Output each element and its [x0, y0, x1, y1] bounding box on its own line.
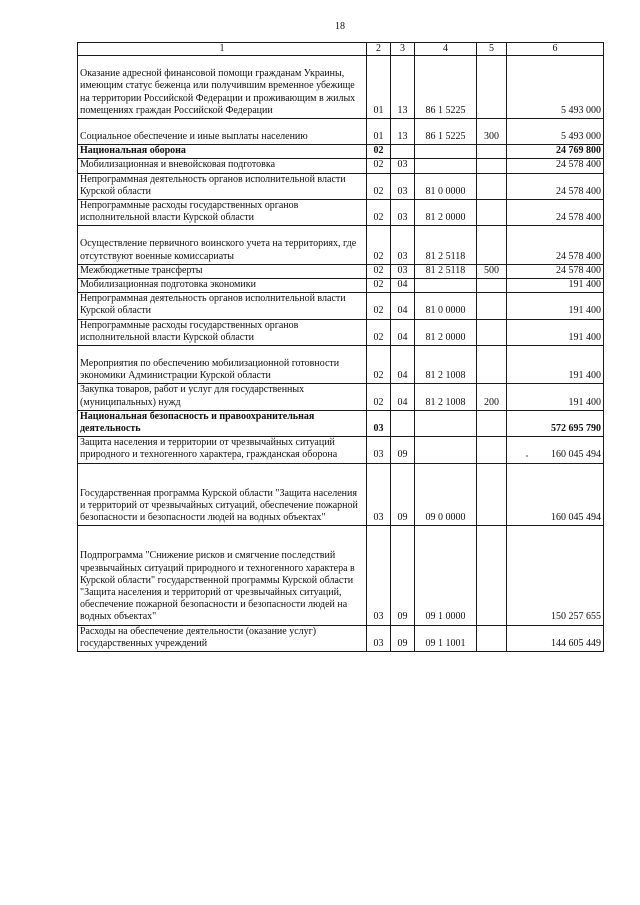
amount-cell: 144 605 449 — [507, 625, 604, 651]
expense-name-cell: Мероприятия по обеспечению мобилизационной готовности экономики Администрации Курской области — [78, 346, 367, 384]
table-row — [78, 410, 604, 436]
subsection-code-cell: 04 — [391, 346, 415, 384]
expense-type-cell — [477, 410, 507, 436]
amount-cell: 24 769 800 — [507, 145, 604, 159]
column-header: 2 — [367, 43, 391, 56]
target-article-cell: 81 2 0000 — [415, 319, 477, 345]
expense-name-cell: Расходы на обеспечение деятельности (оказание услуг) государственных учреждений — [78, 625, 367, 651]
subsection-code-cell — [391, 410, 415, 436]
section-code-cell: 03 — [367, 463, 391, 526]
amount-cell: 24 578 400 — [507, 264, 604, 278]
subsection-code-cell: 04 — [391, 279, 415, 293]
subsection-code-cell — [391, 145, 415, 159]
table-row — [78, 173, 604, 199]
section-code-cell: 03 — [367, 625, 391, 651]
table-row — [78, 145, 604, 159]
subsection-code-cell: 04 — [391, 319, 415, 345]
section-code-cell: 02 — [367, 159, 391, 173]
target-article-cell: 81 2 5118 — [415, 226, 477, 264]
subsection-code-cell: 13 — [391, 56, 415, 119]
section-code-cell: 02 — [367, 346, 391, 384]
expense-name-cell: Мобилизационная и вневойсковая подготовка — [78, 159, 367, 173]
expense-type-cell — [477, 200, 507, 226]
expense-type-cell — [477, 463, 507, 526]
subsection-code-cell: 04 — [391, 384, 415, 410]
subsection-code-cell: 09 — [391, 463, 415, 526]
expense-name-cell: Оказание адресной финансовой помощи гражданам Украины, имеющим статус беженца или получившим временное убежище на территории Российской Федерации и проживающим в жилых помещениях граждан Российской Федерации — [78, 56, 367, 119]
subsection-code-cell: 09 — [391, 625, 415, 651]
amount-cell: 191 400 — [507, 293, 604, 319]
expense-type-cell: 200 — [477, 384, 507, 410]
expense-name-cell: Подпрограмма "Снижение рисков и смягчение последствий чрезвычайных ситуаций природного и техногенного характера в Курской области" государственной программы Курской области "Защита населения и территорий от чрезвычайных ситуаций, обеспечение пожарной безопасности и безопасности людей на водных объектах" — [78, 526, 367, 625]
expense-name-cell: Защита населения и территории от чрезвычайных ситуаций природного и техногенного характера, гражданская оборона — [78, 437, 367, 463]
table-row — [78, 625, 604, 651]
table-row — [78, 226, 604, 264]
expense-name-cell: Непрограммная деятельность органов исполнительной власти Курской области — [78, 293, 367, 319]
amount-cell: 191 400 — [507, 346, 604, 384]
target-article-cell: 09 1 1001 — [415, 625, 477, 651]
column-header: 5 — [477, 43, 507, 56]
expense-type-cell — [477, 526, 507, 625]
target-article-cell — [415, 437, 477, 463]
section-code-cell: 02 — [367, 293, 391, 319]
section-code-cell: 02 — [367, 319, 391, 345]
target-article-cell: 81 0 0000 — [415, 293, 477, 319]
subsection-code-cell: 03 — [391, 200, 415, 226]
target-article-cell — [415, 145, 477, 159]
section-code-cell: 03 — [367, 526, 391, 625]
target-article-cell: 81 2 1008 — [415, 384, 477, 410]
table-row — [78, 463, 604, 526]
section-code-cell: 02 — [367, 200, 391, 226]
expense-name-cell: Национальная оборона — [78, 145, 367, 159]
table-row — [78, 346, 604, 384]
amount-cell: 191 400 — [507, 384, 604, 410]
expense-type-cell: 500 — [477, 264, 507, 278]
expense-name-cell: Национальная безопасность и правоохранительная деятельность — [78, 410, 367, 436]
expense-name-cell: Социальное обеспечение и иные выплаты населению — [78, 119, 367, 145]
subsection-code-cell: 13 — [391, 119, 415, 145]
target-article-cell: 09 1 0000 — [415, 526, 477, 625]
amount-cell: 24 578 400 — [507, 200, 604, 226]
amount-cell: 24 578 400 — [507, 226, 604, 264]
amount-cell: 160 045 494 — [507, 463, 604, 526]
page-number: 18 — [335, 21, 345, 32]
section-code-cell: 02 — [367, 145, 391, 159]
expense-name-cell: Межбюджетные трансферты — [78, 264, 367, 278]
column-header: 6 — [507, 43, 604, 56]
target-article-cell: 86 1 5225 — [415, 119, 477, 145]
expense-name-cell: Закупка товаров, работ и услуг для государственных (муниципальных) нужд — [78, 384, 367, 410]
amount-cell: 191 400 — [507, 279, 604, 293]
target-article-cell: 81 0 0000 — [415, 173, 477, 199]
table-row — [78, 56, 604, 119]
expense-name-cell: Осуществление первичного воинского учета на территориях, где отсутствуют военные комиссариаты — [78, 226, 367, 264]
expense-name-cell: Непрограммные расходы государственных органов исполнительной власти Курской области — [78, 200, 367, 226]
column-header: 3 — [391, 43, 415, 56]
budget-table — [77, 42, 604, 652]
target-article-cell: 09 0 0000 — [415, 463, 477, 526]
table-row — [78, 279, 604, 293]
expense-type-cell — [477, 437, 507, 463]
scan-speck — [526, 455, 528, 457]
subsection-code-cell: 03 — [391, 226, 415, 264]
subsection-code-cell: 03 — [391, 159, 415, 173]
section-code-cell: 02 — [367, 173, 391, 199]
expense-type-cell — [477, 293, 507, 319]
table-row — [78, 119, 604, 145]
subsection-code-cell: 09 — [391, 437, 415, 463]
section-code-cell: 03 — [367, 437, 391, 463]
subsection-code-cell: 04 — [391, 293, 415, 319]
table-row — [78, 526, 604, 625]
expense-type-cell: 300 — [477, 119, 507, 145]
amount-cell: 160 045 494 — [507, 437, 604, 463]
expense-type-cell — [477, 159, 507, 173]
subsection-code-cell: 03 — [391, 264, 415, 278]
table-row — [78, 200, 604, 226]
amount-cell: 24 578 400 — [507, 159, 604, 173]
section-code-cell: 01 — [367, 119, 391, 145]
section-code-cell: 02 — [367, 279, 391, 293]
expense-type-cell — [477, 145, 507, 159]
column-header: 4 — [415, 43, 477, 56]
table-row — [78, 159, 604, 173]
table-row — [78, 319, 604, 345]
section-code-cell: 02 — [367, 264, 391, 278]
target-article-cell — [415, 410, 477, 436]
table-row — [78, 437, 604, 463]
expense-name-cell: Непрограммные расходы государственных органов исполнительной власти Курской области — [78, 319, 367, 345]
header-row — [78, 43, 604, 56]
amount-cell: 5 493 000 — [507, 119, 604, 145]
subsection-code-cell: 03 — [391, 173, 415, 199]
expense-name-cell: Непрограммная деятельность органов исполнительной власти Курской области — [78, 173, 367, 199]
section-code-cell: 03 — [367, 410, 391, 436]
section-code-cell: 02 — [367, 384, 391, 410]
expense-type-cell — [477, 173, 507, 199]
expense-type-cell — [477, 319, 507, 345]
expense-name-cell: Государственная программа Курской области "Защита населения и территорий от чрезвычайных ситуаций, обеспечение пожарной безопасности и безопасности людей на водных объектах" — [78, 463, 367, 526]
table-row — [78, 293, 604, 319]
target-article-cell — [415, 159, 477, 173]
section-code-cell: 01 — [367, 56, 391, 119]
expense-type-cell — [477, 346, 507, 384]
target-article-cell: 81 2 0000 — [415, 200, 477, 226]
column-header: 1 — [78, 43, 367, 56]
expense-type-cell — [477, 279, 507, 293]
subsection-code-cell: 09 — [391, 526, 415, 625]
amount-cell: 191 400 — [507, 319, 604, 345]
target-article-cell: 81 2 5118 — [415, 264, 477, 278]
expense-type-cell — [477, 625, 507, 651]
expense-type-cell — [477, 56, 507, 119]
target-article-cell — [415, 279, 477, 293]
expense-name-cell: Мобилизационная подготовка экономики — [78, 279, 367, 293]
amount-cell: 5 493 000 — [507, 56, 604, 119]
expense-type-cell — [477, 226, 507, 264]
table-row — [78, 384, 604, 410]
amount-cell: 150 257 655 — [507, 526, 604, 625]
target-article-cell: 86 1 5225 — [415, 56, 477, 119]
target-article-cell: 81 2 1008 — [415, 346, 477, 384]
table-row — [78, 264, 604, 278]
amount-cell: 24 578 400 — [507, 173, 604, 199]
section-code-cell: 02 — [367, 226, 391, 264]
amount-cell: 572 695 790 — [507, 410, 604, 436]
